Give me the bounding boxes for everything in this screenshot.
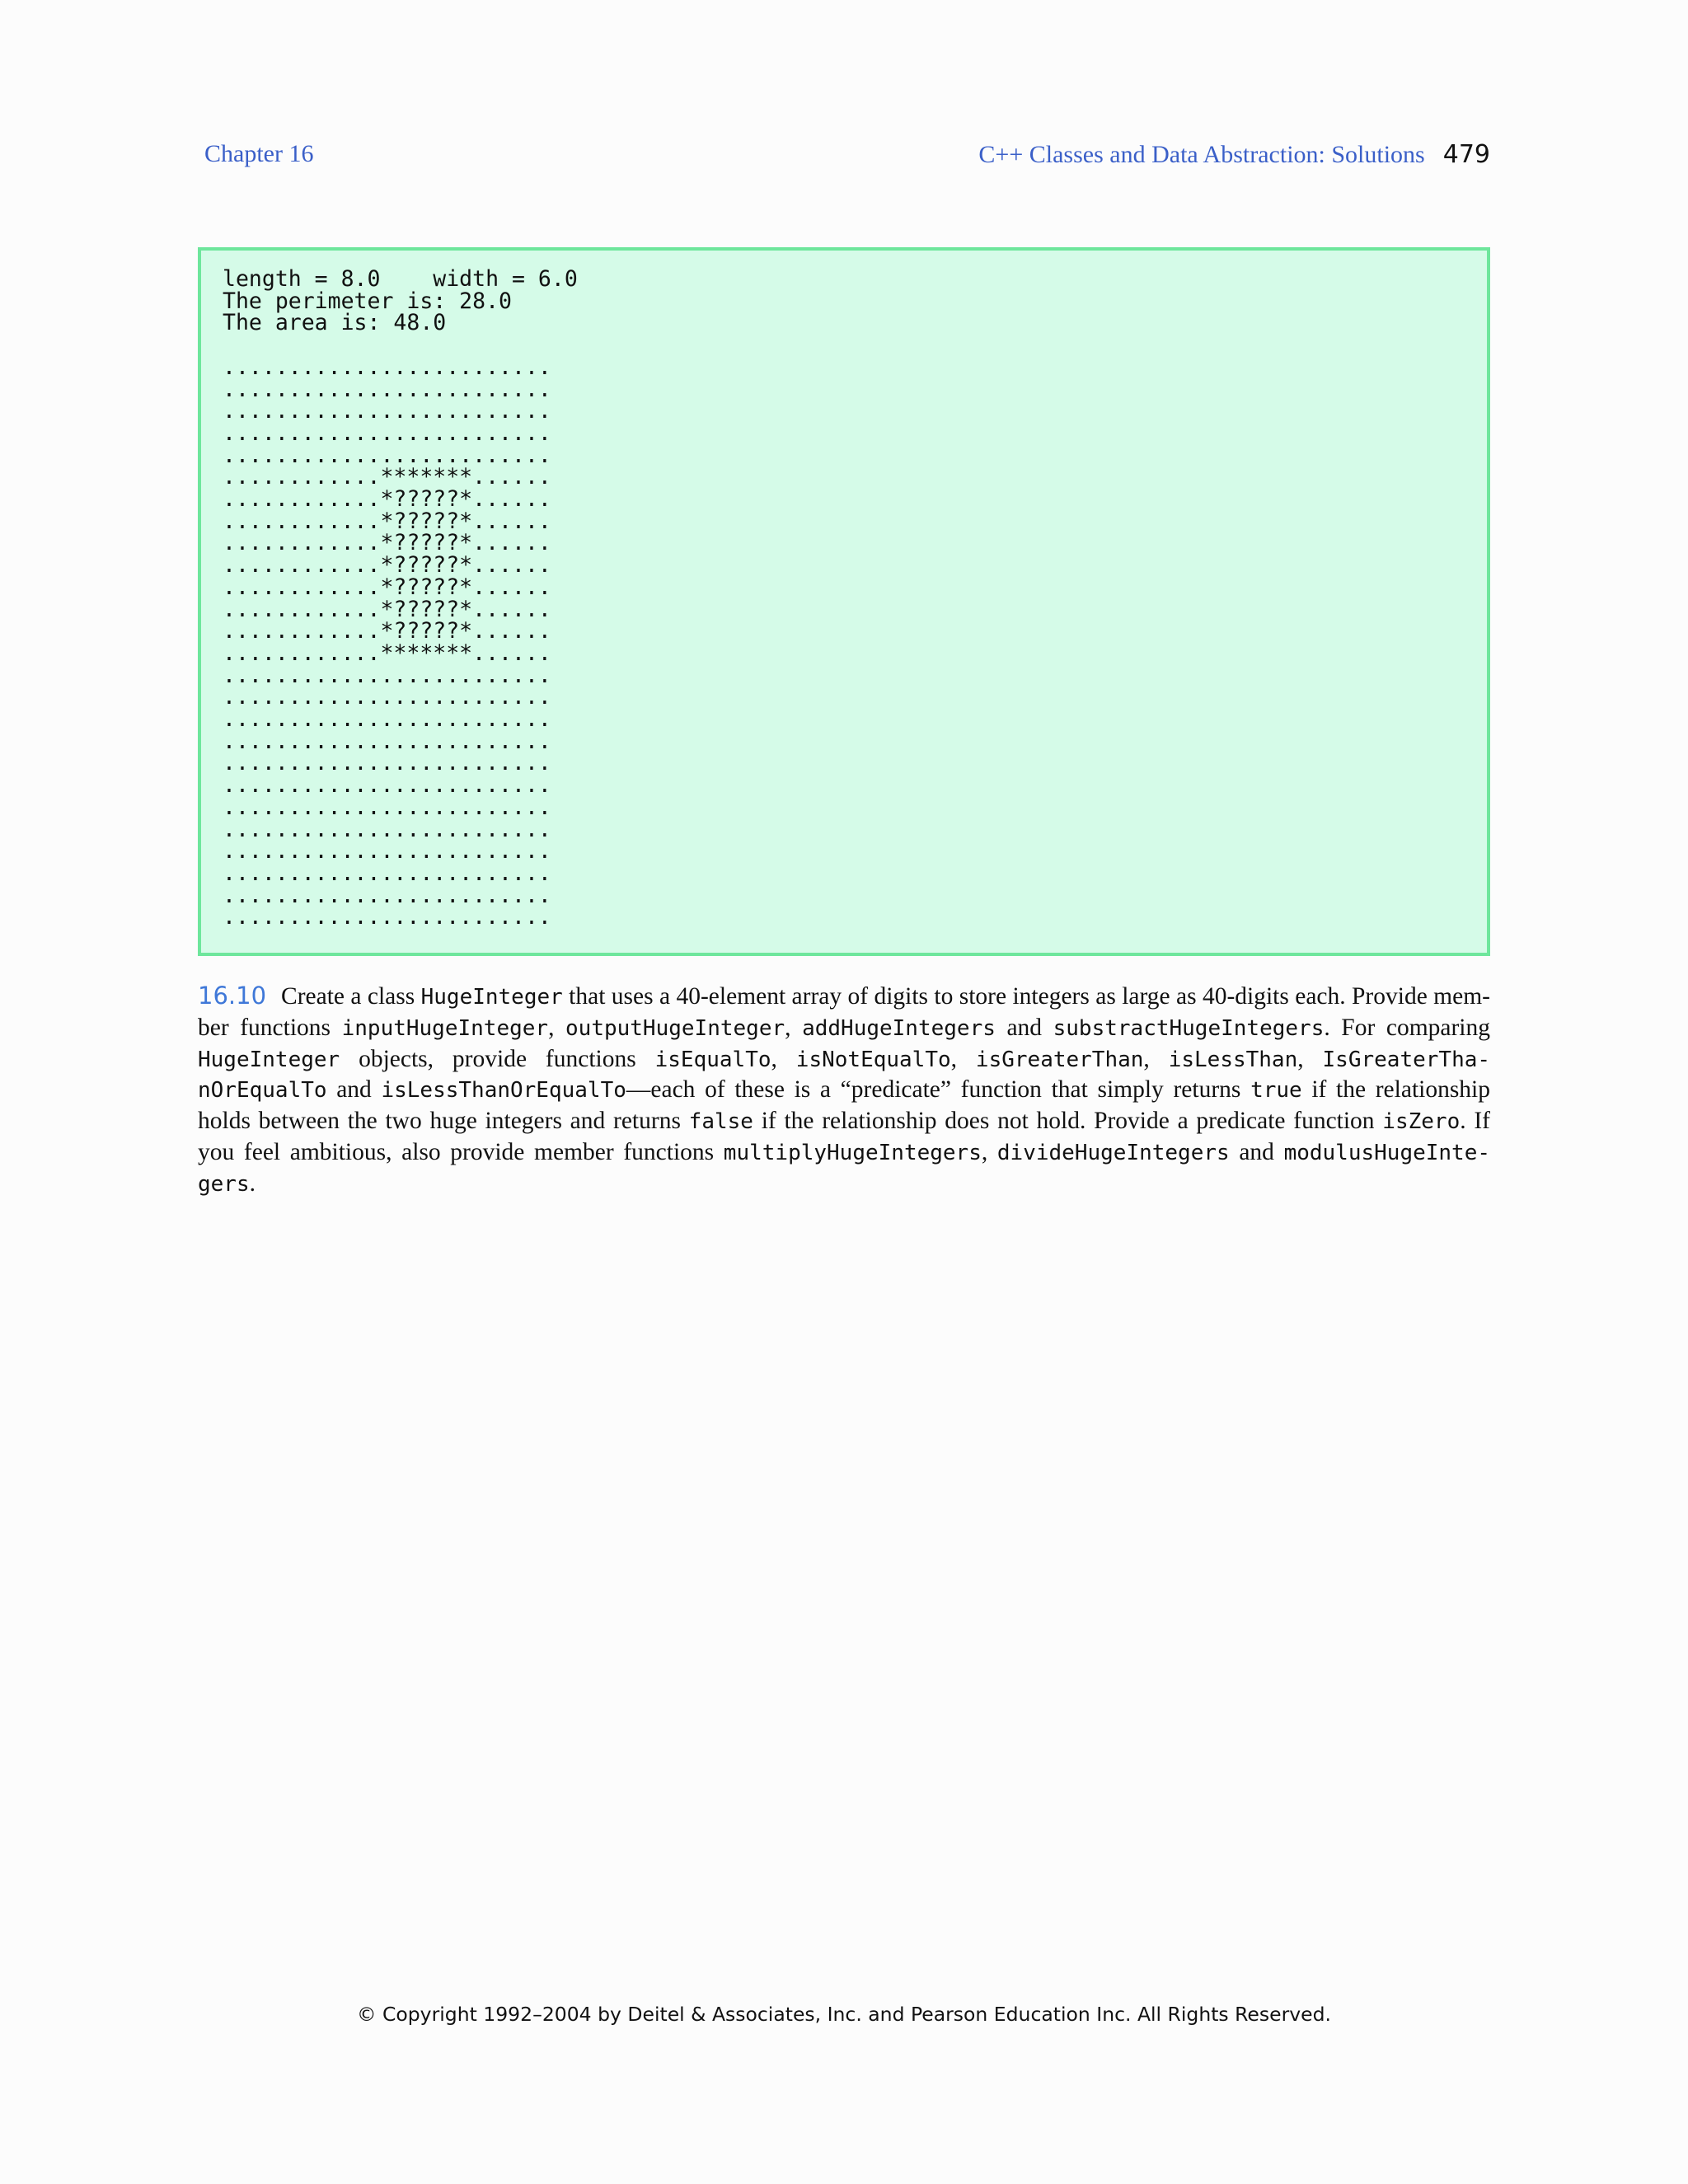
code-term: HugeInteger bbox=[198, 1047, 340, 1072]
text-run: and bbox=[995, 1014, 1053, 1041]
code-term: HugeInteger bbox=[420, 985, 563, 1010]
code-term: isLessThanOrEqualTo bbox=[381, 1078, 626, 1104]
text-run: and bbox=[326, 1076, 382, 1104]
exercise-paragraph bbox=[198, 981, 1490, 1200]
chapter-title: C++ Classes and Data Abstraction: Solutions bbox=[978, 141, 1425, 168]
page-number: 479 bbox=[1442, 140, 1490, 169]
text-run: that uses a 40-element array of digits to store integers as large as 40-digits each. Provide member functions bbox=[198, 983, 1490, 1041]
text-run: . bbox=[249, 1169, 256, 1197]
text-run: objects, provide functions bbox=[340, 1045, 655, 1072]
code-term: multiplyHugeIntegers bbox=[723, 1140, 982, 1165]
text-run: if the relationship does not hold. Provide a predicate function bbox=[753, 1108, 1383, 1135]
program-output-text: length = 8.0 width = 6.0 The perimeter is: 28.0 The area is: 48.0 ......................... ......................... ......................... ......................... ......................... ............*******...... ............*?????*...... ............*?????*...... ............*?????*...... ............*?????*...... ............*?????*...... ............*?????*...... ............*?????*...... ............*******...... ......................... ......................... ......................... ......................... ......................... ......................... ......................... ......................... ......................... ......................... ......................... ......................... bbox=[223, 266, 578, 930]
code-term: isGreaterThan bbox=[975, 1047, 1144, 1072]
copyright-footer: © Copyright 1992–2004 by Deitel & Associates, Inc. and Pearson Education Inc. All Rights Reserved. bbox=[357, 2003, 1331, 2026]
code-term: IsGreaterThanOrEqualTo bbox=[198, 1047, 1491, 1104]
exercise-number: 16.10 bbox=[198, 982, 267, 1010]
text-run: if the relationship holds between the two huge integers and returns bbox=[198, 1076, 1491, 1135]
program-output-box bbox=[198, 247, 1490, 956]
text-run: , bbox=[950, 1045, 976, 1072]
code-term: isLessThan bbox=[1168, 1047, 1298, 1072]
running-header bbox=[978, 140, 1490, 169]
text-run: , bbox=[1297, 1045, 1323, 1072]
text-run: Create a class bbox=[281, 983, 421, 1010]
text-run: and bbox=[1229, 1138, 1284, 1165]
text-run: , bbox=[785, 1014, 803, 1041]
code-term: true bbox=[1250, 1078, 1302, 1104]
text-run: , bbox=[771, 1045, 796, 1072]
text-run: , bbox=[548, 1014, 566, 1041]
code-term: divideHugeIntegers bbox=[996, 1140, 1230, 1165]
code-term: isEqualTo bbox=[654, 1047, 771, 1072]
code-term: isZero bbox=[1382, 1109, 1461, 1135]
text-run: , bbox=[981, 1138, 997, 1165]
code-term: addHugeIntegers bbox=[802, 1015, 996, 1041]
code-term: isNotEqualTo bbox=[795, 1047, 951, 1072]
text-run: —each of these is a “predicate” function that simply returns bbox=[626, 1076, 1251, 1104]
text-run: . For comparing bbox=[1324, 1014, 1491, 1041]
code-term: substractHugeIntegers bbox=[1053, 1015, 1325, 1041]
text-run: . If you feel ambitious, also provide member functions bbox=[198, 1108, 1490, 1165]
code-term: modulusHugeIntegers bbox=[198, 1140, 1491, 1197]
exercise-text bbox=[198, 983, 1490, 1197]
text-run: , bbox=[1143, 1045, 1169, 1072]
code-term: outputHugeInteger bbox=[565, 1015, 785, 1041]
chapter-label: Chapter 16 bbox=[204, 140, 314, 167]
code-term: inputHugeInteger bbox=[341, 1015, 549, 1041]
code-term: false bbox=[688, 1109, 753, 1135]
